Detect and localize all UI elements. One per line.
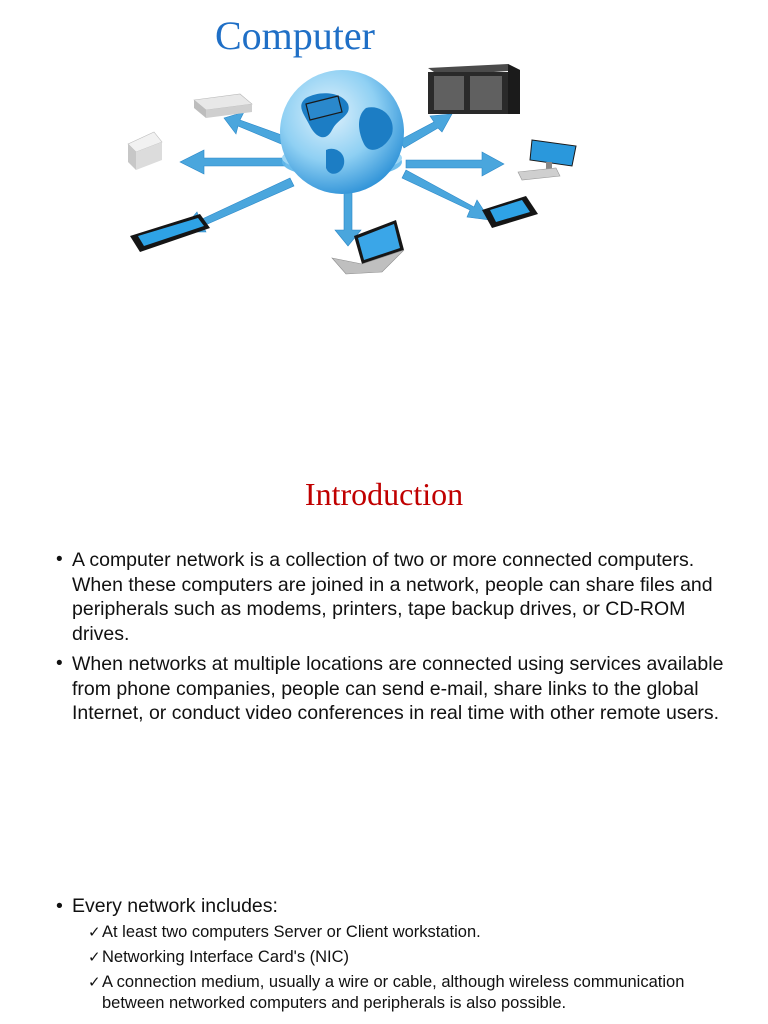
checklist-item [88, 947, 688, 968]
checklist-text: A connection medium, usually a wire or cable, although wireless communication between networked computers and peripherals is also possible. [102, 973, 685, 1012]
network-checklist [88, 922, 688, 1018]
check-icon: ✓ [88, 949, 101, 966]
monitor-icon [518, 140, 576, 180]
laptop-icon [332, 220, 404, 274]
printer-icon [194, 94, 252, 118]
check-icon: ✓ [88, 974, 101, 991]
smartphone-icon [130, 214, 210, 252]
checklist-item [88, 922, 688, 943]
checklist-item [88, 972, 688, 1014]
check-icon: ✓ [88, 924, 101, 941]
router-icon [128, 132, 162, 170]
intro-bullet-list [56, 548, 726, 732]
globe-icon [280, 70, 404, 194]
server-icon [428, 64, 520, 114]
network-illustration [120, 60, 590, 280]
bullet-item: • A computer network is a collection of two or more connected computers. When these computers are joined in a network, people can share files and peripherals such as modems, printers, tape backup drives, or CD-ROM drives. [56, 548, 726, 646]
smartphone-icon [482, 196, 538, 228]
bullet-item: • When networks at multiple locations are connected using services available from phone companies, people can send e-mail, share links to the global Internet, or conduct video conferences in real time with other remote users. [56, 652, 726, 726]
every-network-heading: • Every network includes: [56, 894, 278, 918]
checklist-text: Networking Interface Card's (NIC) [102, 948, 350, 966]
section-title: Introduction [304, 476, 464, 512]
slide-title: Computer [215, 13, 375, 58]
checklist-text: At least two computers Server or Client workstation. [102, 923, 481, 941]
